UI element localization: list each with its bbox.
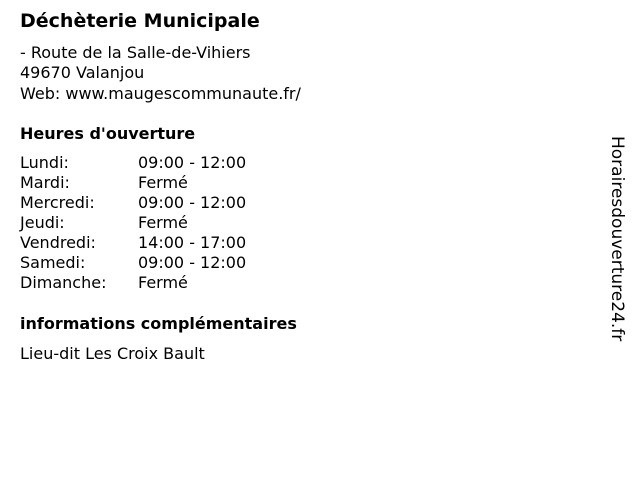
additional-info-heading: informations complémentaires [20, 314, 297, 333]
hours-row-friday [20, 233, 380, 253]
additional-info-text: Lieu-dit Les Croix Bault [20, 344, 205, 363]
day-label: Vendredi: [20, 233, 96, 252]
day-label: Mardi: [20, 173, 70, 192]
hours-row-wednesday [20, 193, 380, 213]
day-label: Mercredi: [20, 193, 95, 212]
opening-hours-heading: Heures d'ouverture [20, 124, 196, 143]
hours-value: 09:00 - 12:00 [138, 193, 247, 212]
hours-row-monday [20, 153, 380, 173]
day-label: Lundi: [20, 153, 69, 172]
hours-value: 09:00 - 12:00 [138, 153, 247, 172]
place-title: Déchèterie Municipale [20, 10, 260, 32]
place-info-card [20, 0, 600, 480]
hours-value: Fermé [138, 273, 188, 292]
address-line-1: - Route de la Salle-de-Vihiers [20, 43, 251, 62]
opening-hours-table [20, 153, 380, 293]
hours-row-saturday [20, 253, 380, 273]
website-line: Web: www.maugescommunaute.fr/ [20, 84, 301, 103]
day-label: Samedi: [20, 253, 86, 272]
hours-row-tuesday [20, 173, 380, 193]
hours-row-sunday [20, 273, 380, 293]
hours-value: Fermé [138, 213, 188, 232]
hours-value: Fermé [138, 173, 188, 192]
site-watermark: Horairesdouverture24.fr [607, 136, 627, 342]
address-line-2: 49670 Valanjou [20, 63, 145, 82]
hours-value: 09:00 - 12:00 [138, 253, 247, 272]
hours-row-thursday [20, 213, 380, 233]
day-label: Jeudi: [20, 213, 65, 232]
day-label: Dimanche: [20, 273, 107, 292]
hours-value: 14:00 - 17:00 [138, 233, 247, 252]
